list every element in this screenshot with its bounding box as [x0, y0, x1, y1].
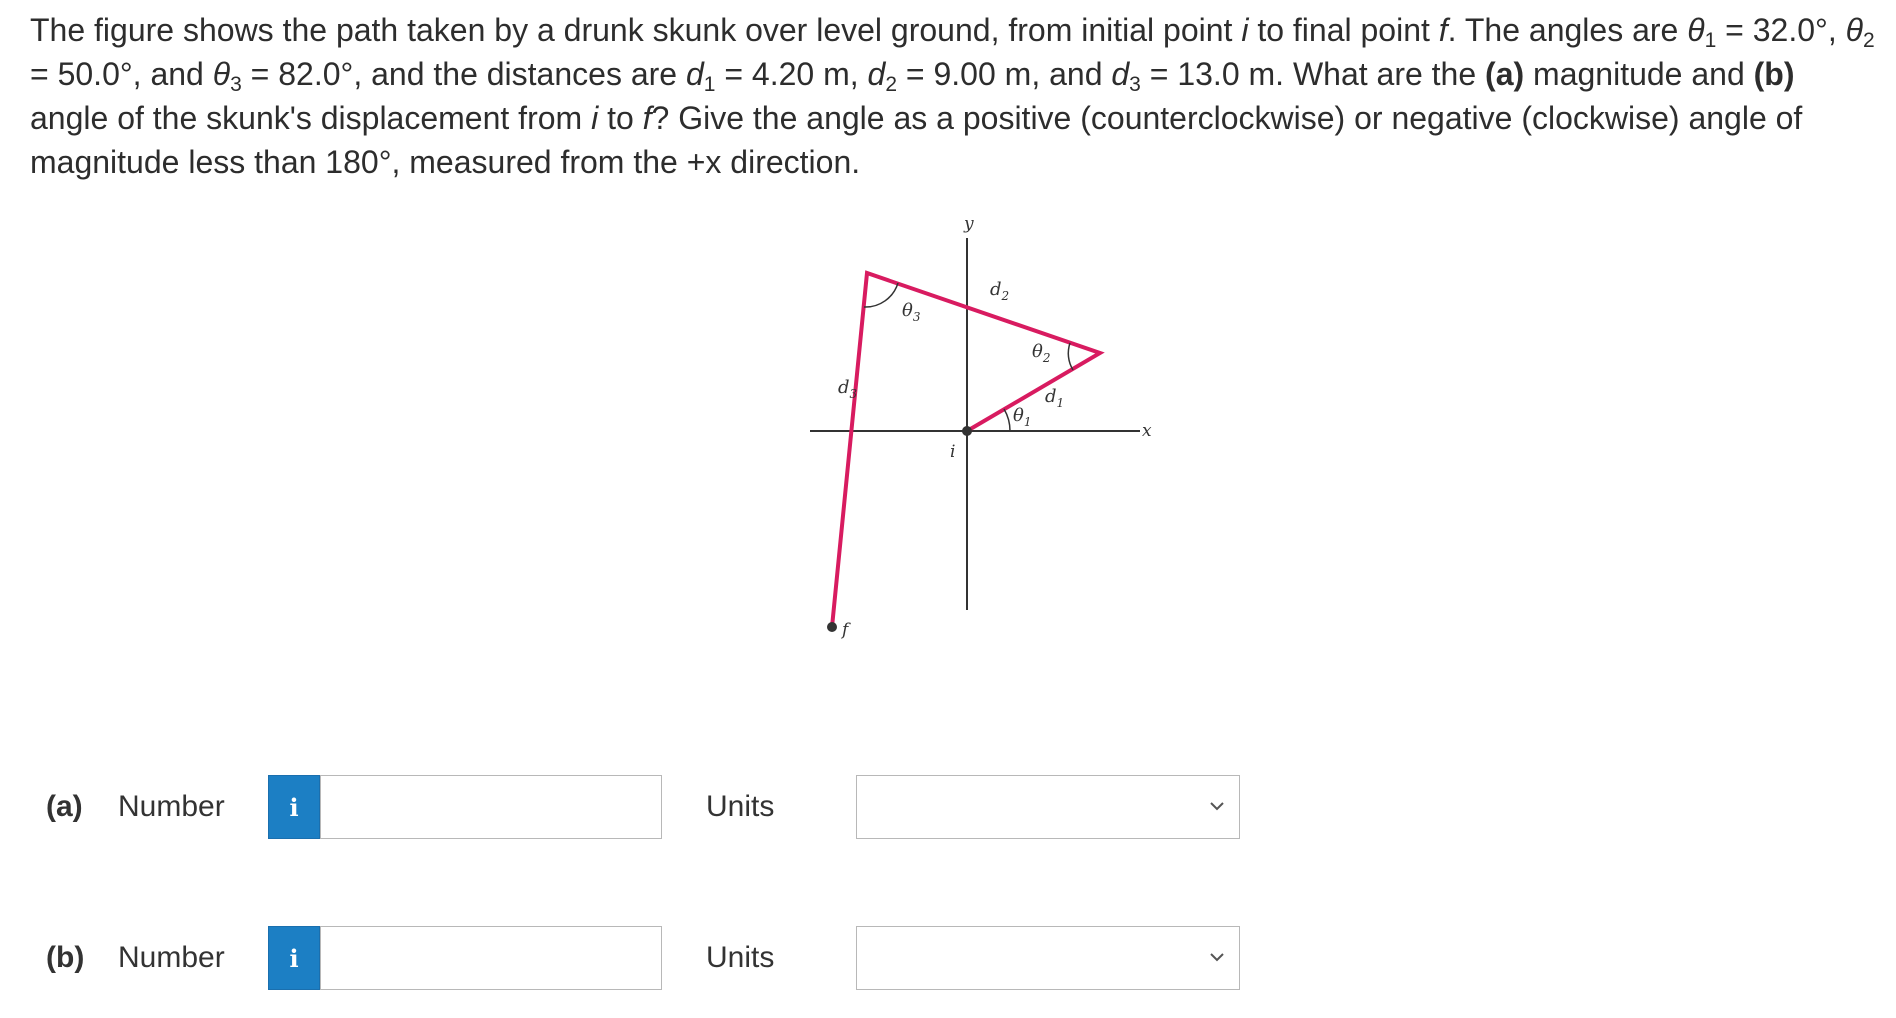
number-label-a: Number — [118, 790, 225, 823]
theta3-value: = 82.0°, and the distances are — [241, 56, 686, 92]
y-axis-label: y — [964, 214, 974, 234]
problem-text: to — [598, 100, 643, 136]
theta-symbol: θ — [1845, 12, 1863, 48]
subscript: 3 — [230, 73, 242, 96]
label-theta1: $\theta_1$ — [1013, 405, 1032, 429]
problem-text: The figure shows the path taken by a drunk skunk over level ground, from initial point — [30, 12, 1242, 48]
chevron-down-icon — [1205, 794, 1229, 818]
point-f-ref: f — [1438, 12, 1448, 48]
number-input-b[interactable] — [320, 926, 662, 990]
number-label-b: Number — [118, 941, 225, 974]
d-symbol: d — [685, 56, 704, 92]
d1-value: = 4.20 m, — [715, 56, 868, 92]
d-symbol: d — [1111, 56, 1130, 92]
subscript: 2 — [885, 73, 898, 96]
chevron-down-icon — [1205, 945, 1229, 969]
units-label-a: Units — [706, 790, 775, 823]
problem-text: to final point — [1248, 12, 1439, 48]
label-d1: $d_1$ — [1045, 386, 1065, 410]
point-i-ref: i — [1241, 12, 1249, 48]
label-theta3: $\theta_3$ — [902, 300, 921, 324]
theta1-value: = 32.0°, — [1716, 12, 1837, 48]
label-point-i: i — [950, 442, 956, 462]
answer-row-a — [30, 775, 1240, 839]
number-input-a[interactable] — [320, 775, 662, 839]
problem-text: . The angles are — [1447, 12, 1688, 48]
units-select-b[interactable] — [856, 926, 1240, 990]
problem-text: angle of the skunk's displacement from — [30, 100, 592, 136]
path-diagram — [780, 205, 1180, 665]
part-b-ref: (b) — [1753, 56, 1795, 92]
problem-statement — [30, 8, 1880, 184]
skunk-path-figure — [780, 205, 1180, 665]
info-icon[interactable]: i — [268, 775, 320, 839]
theta-symbol: θ — [212, 56, 231, 92]
answer-row-b — [30, 926, 1240, 990]
label-point-f: f — [842, 620, 849, 640]
point-i-ref: i — [591, 100, 599, 136]
d-symbol: d — [867, 56, 886, 92]
subscript: 3 — [1129, 73, 1141, 96]
theta2-value: = 50.0°, and — [30, 56, 213, 92]
label-d2: $d_2$ — [990, 279, 1010, 303]
subscript: 1 — [703, 73, 716, 96]
d2-value: = 9.00 m, and — [897, 56, 1112, 92]
problem-text: ? Give the angle as a positive (counterclockwise) or negative (clockwise) angle of magnitude less than 180°, measured from the +x direction. — [30, 100, 1803, 180]
initial-point — [962, 426, 972, 436]
final-point — [827, 622, 837, 632]
problem-text: magnitude and — [1524, 56, 1754, 92]
d3-value: = 13.0 m. What are the — [1140, 56, 1486, 92]
theta3-arc — [864, 283, 898, 307]
subscript: 2 — [1862, 29, 1875, 52]
label-theta2: $\theta_2$ — [1032, 341, 1051, 365]
subscript: 1 — [1704, 29, 1717, 52]
info-icon[interactable]: i — [268, 926, 320, 990]
point-f-ref: f — [642, 100, 652, 136]
units-select-a[interactable] — [856, 775, 1240, 839]
theta-symbol: θ — [1687, 12, 1705, 48]
part-label-b: (b) — [46, 941, 85, 974]
part-label-a: (a) — [46, 790, 83, 823]
theta1-arc — [1004, 409, 1010, 431]
x-axis-label: x — [1142, 421, 1152, 441]
units-label-b: Units — [706, 941, 775, 974]
theta2-arc — [1068, 343, 1073, 370]
part-a-ref: (a) — [1485, 56, 1525, 92]
label-d3: $d_3$ — [838, 377, 858, 401]
